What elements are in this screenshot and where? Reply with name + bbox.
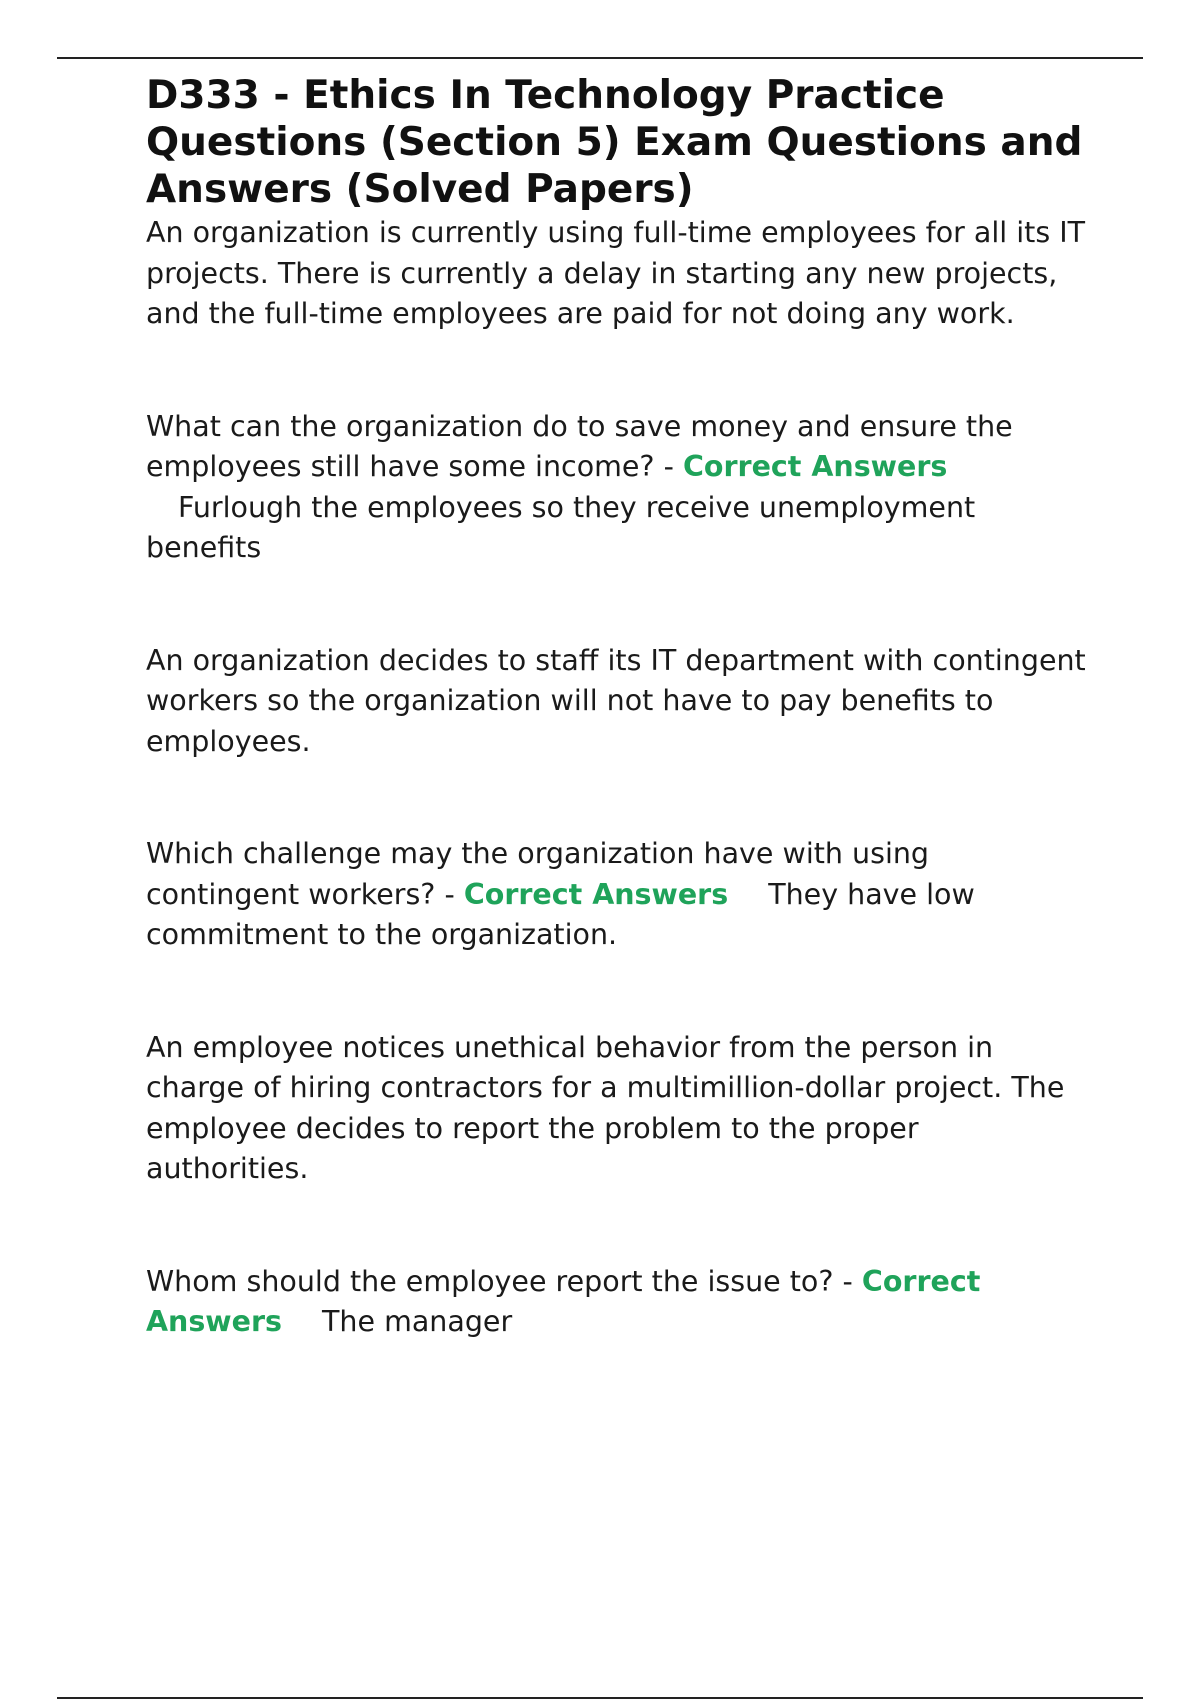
answer-text-1: Furlough the employees so they receive unemployment benefits: [146, 490, 976, 564]
spacer: [146, 569, 1086, 641]
answer-text-2: They have low commitment to the organization.: [146, 877, 975, 951]
question-1: [146, 407, 1086, 569]
question-context-2: An organization decides to staff its IT department with contingent workers so the organization will not have to pay benefits to employees.: [146, 643, 1086, 758]
document-title: D333 - Ethics In Technology Practice Questions (Section 5) Exam Questions and Answers (Solved Papers): [146, 73, 1083, 212]
spacer: [146, 956, 1086, 1028]
document-page: [146, 72, 1086, 1343]
question-context-3: An employee notices unethical behavior from the person in charge of hiring contractors for a multimillion-dollar project. The employee decides to report the problem to the proper authorities.: [146, 1030, 1065, 1185]
question-context-1: An organization is currently using full-time employees for all its IT projects. There is currently a delay in starting any new projects, and the full-time employees are paid for not doing any work.: [146, 216, 1086, 330]
spacer: [146, 1190, 1086, 1262]
top-rule: [57, 57, 1143, 59]
question-2: [146, 834, 1086, 956]
bottom-rule: [57, 1697, 1143, 1699]
answer-label-3: Correct Answers: [146, 1264, 981, 1338]
question-text-2: Which challenge may the organization have with using contingent workers? -: [146, 837, 930, 911]
question-text-1: What can the organization do to save money and ensure the employees still have some income? -: [146, 409, 1013, 483]
spacer: [146, 762, 1086, 834]
question-text-3: Whom should the employee report the issue to? -: [146, 1264, 862, 1298]
spacer: [146, 335, 1086, 407]
answer-label-2: Correct Answers: [463, 877, 729, 911]
answer-label-1: Correct Answers: [682, 450, 948, 483]
answer-text-3: The manager: [322, 1305, 513, 1338]
question-3: [146, 1262, 1086, 1343]
